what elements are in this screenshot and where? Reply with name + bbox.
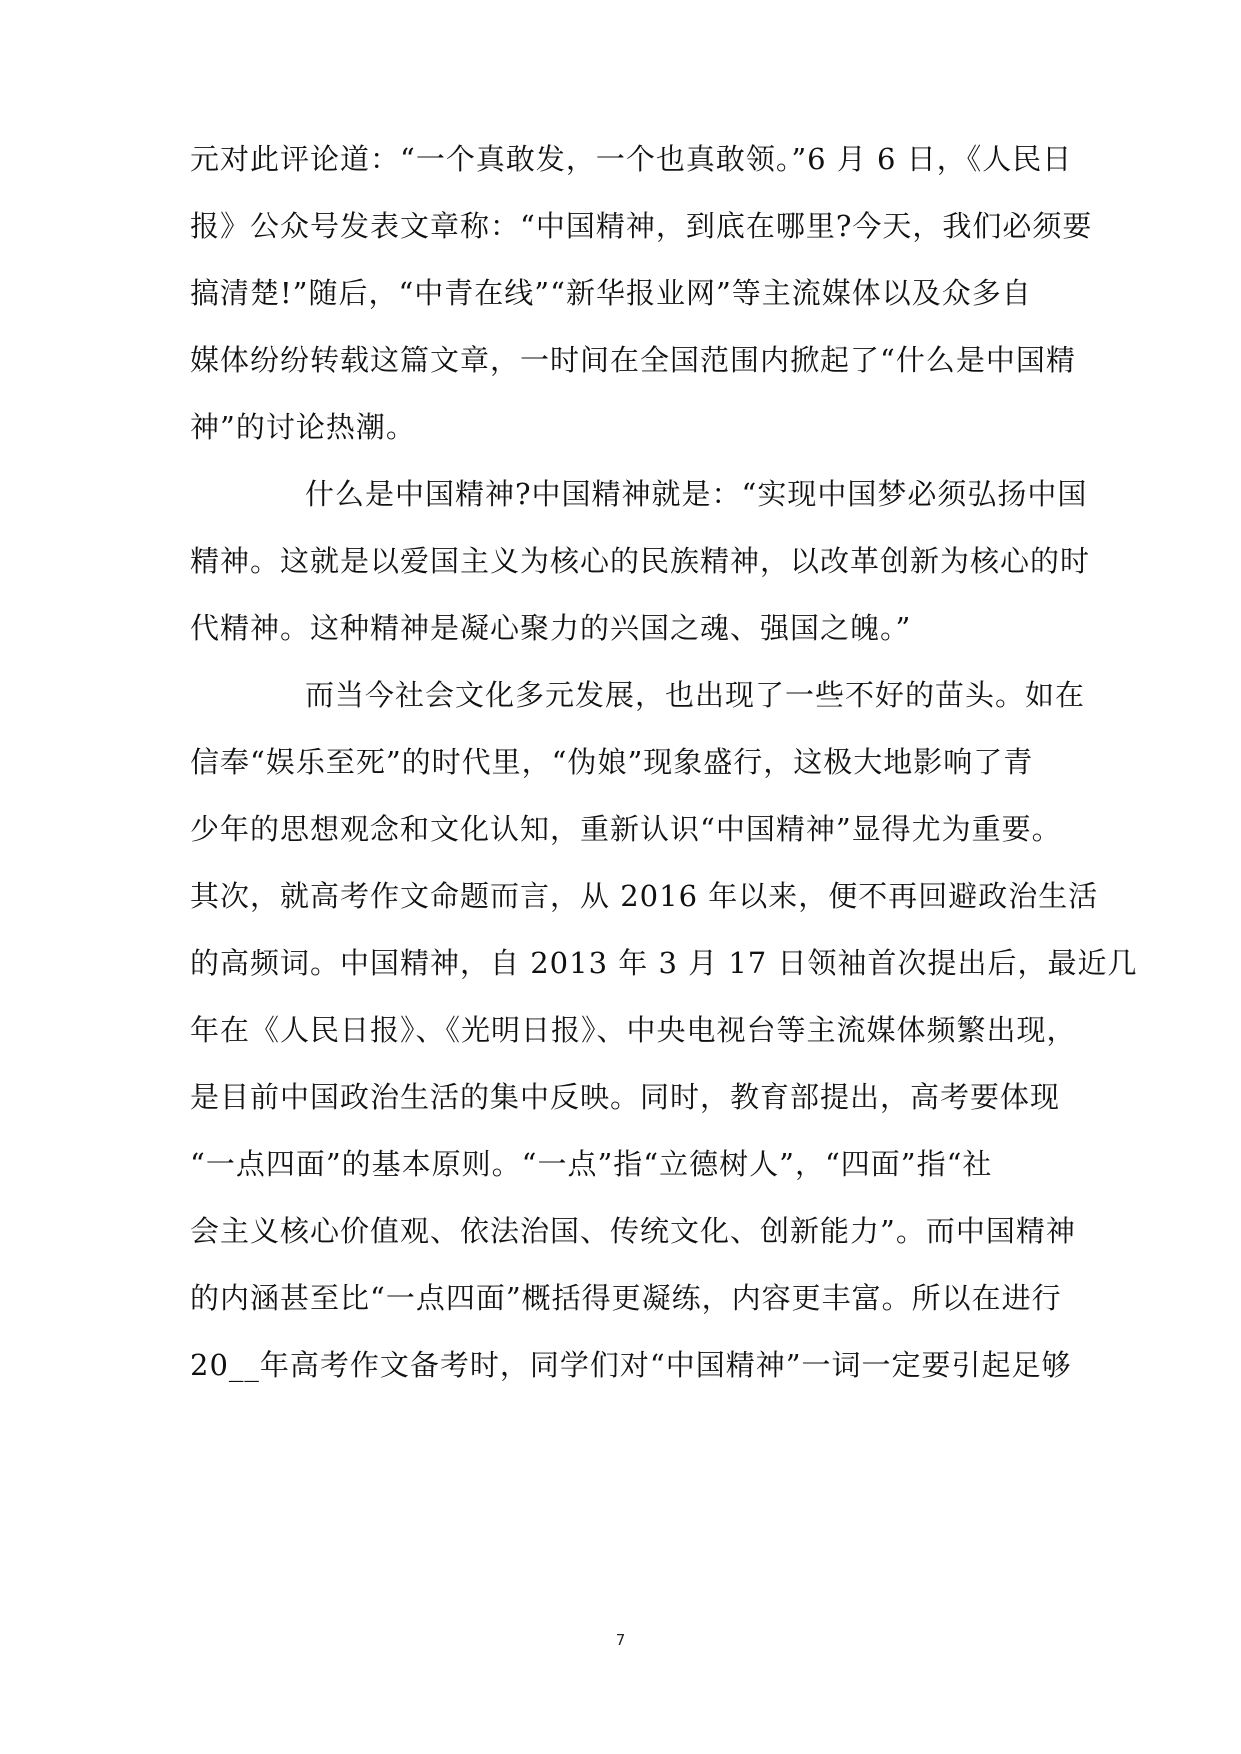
text-line: 其次，就高考作文命题而言，从 2016 年以来，便不再回避政治生活: [190, 879, 1099, 913]
text-line: 的内涵甚至比“一点四面”概括得更凝练，内容更丰富。所以在进行: [190, 1281, 1062, 1315]
text-line: 搞清楚!”随后，“中青在线”“新华报业网”等主流媒体以及众多自: [190, 276, 1032, 310]
text-line: “一点四面”的基本原则。“一点”指“立德树人”，“四面”指“社: [190, 1147, 993, 1181]
page-number: 7: [615, 1631, 626, 1649]
text-line: 精神。这就是以爱国主义为核心的民族精神，以改革创新为核心的时: [190, 544, 1091, 578]
text-line: 20__年高考作文备考时，同学们对“中国精神”一词一定要引起足够: [190, 1348, 1072, 1382]
text-line: 信奉“娱乐至死”的时代里，“伪娘”现象盛行，这极大地影响了青: [190, 745, 1034, 779]
text-line: 神”的讨论热潮。: [190, 410, 416, 444]
text-line: 元对此评论道：“一个真敢发，一个也真敢领。”6 月 6 日，《人民日: [190, 142, 1073, 176]
text-line: 是目前中国政治生活的集中反映。同时，教育部提出，高考要体现: [190, 1080, 1061, 1114]
text-line: 年在《人民日报》、《光明日报》、中央电视台等主流媒体频繁出现，: [190, 1013, 1077, 1047]
paragraph-first-line: 而当今社会文化多元发展，也出现了一些不好的苗头。如在: [305, 678, 1086, 712]
paragraph-first-line: 什么是中国精神?中国精神就是：“实现中国梦必须弘扬中国: [305, 477, 1088, 511]
text-line: 会主义核心价值观、依法治国、传统文化、创新能力”。而中国精神: [190, 1214, 1076, 1248]
text-line: 的高频词。中国精神，自 2013 年 3 月 17 日领袖首次提出后，最近几: [190, 946, 1138, 980]
text-line: 少年的思想观念和文化认知，重新认识“中国精神”显得尤为重要。: [190, 812, 1062, 846]
text-line: 媒体纷纷转载这篇文章，一时间在全国范围内掀起了“什么是中国精: [190, 343, 1076, 377]
text-line: 代精神。这种精神是凝心聚力的兴国之魂、强国之魄。”: [190, 611, 912, 645]
text-line: 报》公众号发表文章称：“中国精神，到底在哪里?今天，我们必须要: [190, 209, 1093, 243]
